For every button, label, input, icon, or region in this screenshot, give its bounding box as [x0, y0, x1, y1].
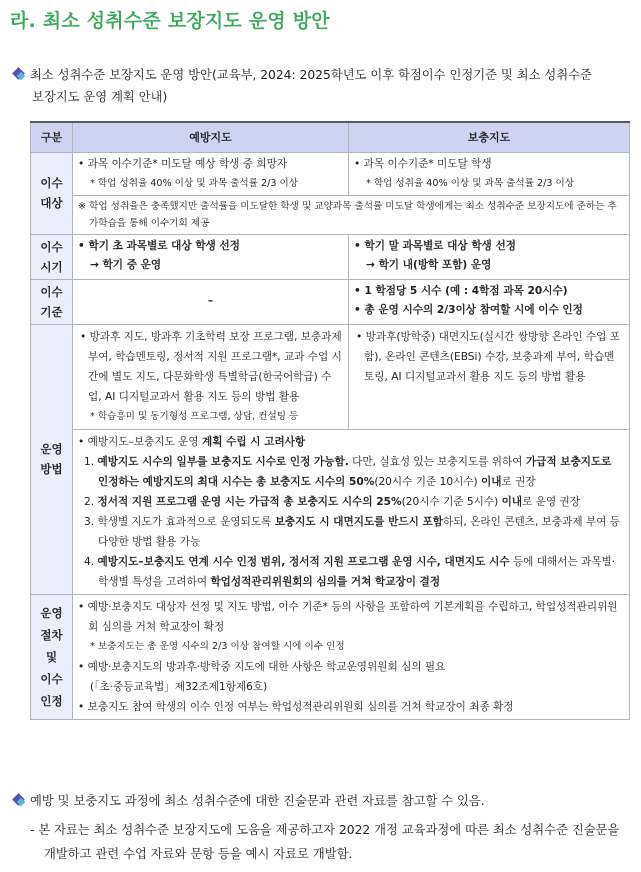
guidance-table: [30, 121, 630, 720]
table-row: [31, 324, 630, 429]
footer-paragraph: [12, 790, 632, 812]
method-plan-cell: [73, 429, 630, 594]
timing-supp-line1: • 학기 말 과목별로 대상 학생 선정: [354, 239, 516, 252]
procedure-line1: • 예방·보충지도 대상자 선정 및 지도 방법, 이수 기준* 등의 사항을 포함하여 기본계획을 수립하고, 학업성적관리위원회 심의를 거쳐 학교장이 확정: [78, 600, 618, 633]
procedure-line3: • 보충지도 참여 학생의 이수 인정 여부는 학업성적관리위원회 심의를 거쳐 학교장이 최종 확정: [78, 700, 514, 713]
diamond-bullet-icon: [12, 67, 26, 81]
table-row: [31, 152, 630, 195]
header-prevent: 예방지도: [73, 122, 349, 152]
intro-paragraph: [12, 64, 634, 108]
procedure-line2b: (「초·중등교육법」제32조제1항제6호): [90, 680, 268, 693]
procedure-cell: [73, 594, 630, 719]
method-supp-text: • 방과후(방학중) 대면지도(실시간 쌍방향 온라인 수업 포함), 온라인 콘텐츠(EBSi) 수강, 보충과제 부여, 학습멘토링, AI 디지털교과서 활용 지도 등의 방법 활용: [356, 330, 620, 383]
target-supp-cell: [349, 152, 630, 195]
criteria-supp-line1: • 1 학점당 5 시수 (예 : 4학점 과목 20시수): [354, 284, 568, 297]
row-label-target: 이수 대상: [31, 152, 73, 234]
target-prevent-item: • 과목 이수기준* 미도달 예상 학생 중 희망자: [78, 157, 288, 170]
target-common-note: ※ 학업 성취율은 충족했지만 출석률을 미도달한 학생 및 교양과목 출석률 미도달 학생에게는 최소 성취수준 보장지도에 준하는 추가학습을 통해 이수기회 제공: [73, 195, 630, 234]
table-header-row: [31, 122, 630, 152]
table-row: [31, 195, 630, 234]
section-title: 라. 최소 성취수준 보장지도 운영 방안: [10, 10, 330, 32]
table-row: [31, 594, 630, 719]
row-label-timing: 이수 시기: [31, 234, 73, 279]
target-prevent-note: * 학업 성취율 40% 이상 및 과목 출석률 2/3 이상: [90, 177, 299, 189]
intro-line1: 최소 성취수준 보장지도 운영 방안(교육부, 2024: 2025학년도 이후 학점이수 인정기준 및 최소 성취수준: [30, 68, 592, 82]
method-prevent-note: * 학습흥미 및 동기형성 프로그램, 상담, 컨설팅 등: [90, 410, 299, 422]
criteria-supp-line2: • 총 운영 시수의 2/3이상 참여할 시에 이수 인정: [354, 303, 583, 316]
table-row: [31, 234, 630, 279]
timing-prevent-line1: • 학기 초 과목별로 대상 학생 선정: [78, 239, 240, 252]
row-label-method: 운영 방법: [31, 324, 73, 594]
plan-item-4: 4. 예방지도–보충지도 연계 시수 인정 범위, 정서적 지원 프로그램 운영 시수, 대면지도 시수 등에 대해서는 과목별·학생별 특성을 고려하여 학업성적관리위원회의 심의를 거쳐 학교장이 결정: [84, 555, 616, 588]
table-row: [31, 279, 630, 324]
footer-line1: 예방 및 보충지도 과정에 최소 성취수준에 대한 진술문과 관련 자료를 참고할 수 있음.: [30, 794, 485, 808]
method-prevent-cell: [73, 324, 349, 429]
timing-prevent-cell: [73, 234, 349, 279]
target-prevent-cell: [73, 152, 349, 195]
diamond-bullet-icon: [12, 793, 26, 807]
target-supp-item: • 과목 이수기준* 미도달 학생: [354, 157, 492, 170]
footer-note: - 본 자료는 최소 성취수준 보장지도에 도움을 제공하고자 2022 개정 교육과정에 따른 최소 성취수준 진술문을 개발하고 관련 수업 자료와 문항 등을 예시 자료로 개발함.: [30, 823, 620, 861]
criteria-prevent-cell: –: [73, 279, 349, 324]
procedure-note1: * 보충지도는 총 운영 시수의 2/3 이상 참여할 시에 이수 인정: [90, 640, 345, 652]
plan-item-3: 3. 학생별 지도가 효과적으로 운영되도록 보충지도 시 대면지도를 반드시 포함하되, 온라인 콘텐츠, 보충과제 부여 등 다양한 방법 활용 가능: [84, 515, 621, 548]
target-supp-note: * 학업 성취율 40% 이상 및 과목 출석률 2/3 이상: [366, 177, 575, 189]
procedure-line2: • 예방·보충지도의 방과후·방학중 지도에 대한 사항은 학교운영위원회 심의 필요: [78, 660, 446, 673]
timing-supp-line2: → 학기 내(방학 포함) 운영: [366, 258, 492, 271]
timing-supp-cell: [349, 234, 630, 279]
plan-item-2: 2. 정서적 지원 프로그램 운영 시는 가급적 총 보충지도 시수의 25%(20시수 기준 5시수) 이내로 운영 권장: [84, 495, 581, 508]
row-label-criteria: 이수 기준: [31, 279, 73, 324]
criteria-supp-cell: [349, 279, 630, 324]
plan-item-1: 1. 예방지도 시수의 일부를 보충지도 시수로 인정 가능함. 다만, 실효성 있는 보충지도를 위하여 가급적 보충지도로 인정하는 예방지도의 최대 시수는 총 보충지도 시수의 50%(20시수 기준 10시수) 이내로 권장: [84, 455, 612, 488]
table-row: [31, 429, 630, 594]
header-supplement: 보충지도: [349, 122, 630, 152]
intro-line2: 보장지도 운영 계획 안내): [32, 90, 168, 104]
method-prevent-text: • 방과후 지도, 방과후 기초학력 보장 프로그램, 보충과제 부여, 학습멘토링, 정서적 지원 프로그램*, 교과 수업 시간에 별도 지도, 다문화학생 특별학급(한국어학급) 수업, AI 디지털교과서 활용 지도 등의 방법 활용: [80, 330, 342, 403]
timing-prevent-line2: → 학기 중 운영: [90, 258, 162, 271]
plan-intro: • 예방지도–보충지도 운영 계획 수립 시 고려사항: [78, 435, 306, 448]
method-supp-cell: [349, 324, 630, 429]
header-category: 구분: [31, 122, 73, 152]
row-label-procedure: 운영 절차 및 이수 인정: [31, 594, 73, 719]
